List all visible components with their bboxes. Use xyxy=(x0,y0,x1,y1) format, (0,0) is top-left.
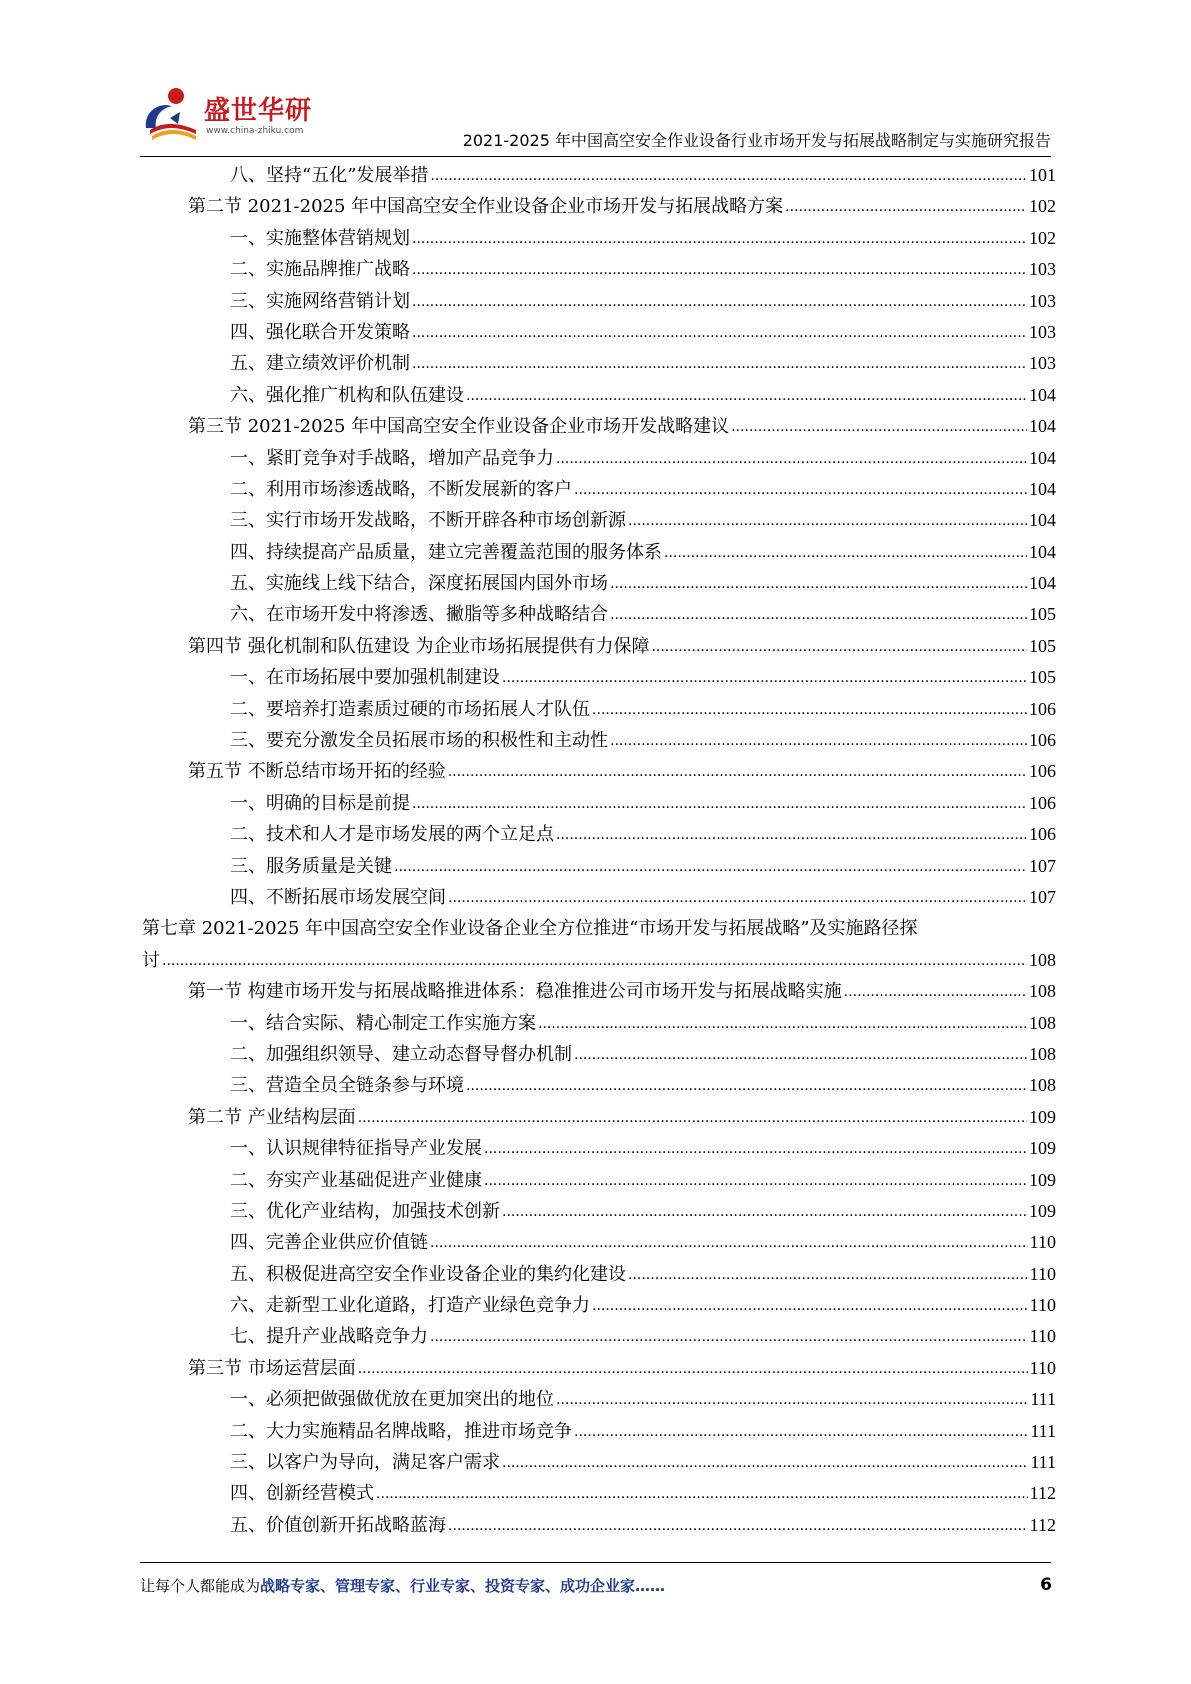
toc-dot-leader xyxy=(592,1289,1028,1322)
toc-entry-label: 第二节 产业结构层面 xyxy=(188,1102,356,1133)
toc-entry-page: 103 xyxy=(1029,321,1056,342)
toc-entry[interactable] xyxy=(142,160,1056,191)
toc-entry[interactable] xyxy=(142,348,1056,379)
toc-entry-page: 102 xyxy=(1029,196,1056,217)
toc-dot-leader xyxy=(412,316,1027,349)
toc-entry-label: 一、实施整体营销规划 xyxy=(230,223,410,254)
toc-entry-page: 111 xyxy=(1030,1452,1056,1473)
toc-entry-page: 108 xyxy=(1029,1075,1056,1096)
footer-slogan-roles: 战略专家、管理专家、行业专家、投资专家、成功企业家…… xyxy=(260,1577,666,1595)
toc-entry-label: 四、强化联合开发策略 xyxy=(230,317,410,348)
toc-entry-label: 五、建立绩效评价机制 xyxy=(230,348,410,379)
toc-entry-page: 112 xyxy=(1029,1514,1056,1535)
toc-entry-page: 102 xyxy=(1029,227,1056,248)
toc-entry[interactable] xyxy=(142,1478,1056,1509)
toc-entry-label: 一、在市场拓展中要加强机制建设 xyxy=(230,662,500,693)
toc-entry-label: 四、完善企业供应价值链 xyxy=(230,1227,428,1258)
toc-entry-label: 二、夯实产业基础促进产业健康 xyxy=(230,1165,482,1196)
toc-entry[interactable] xyxy=(142,631,1056,662)
toc-dot-leader xyxy=(502,1446,1028,1479)
toc-entry-label: 五、价值创新开拓战略蓝海 xyxy=(230,1510,446,1541)
toc-entry-label: 三、营造全员全链条参与环境 xyxy=(230,1070,464,1101)
toc-entry[interactable] xyxy=(142,1290,1056,1321)
toc-entry-label: 二、大力实施精品名牌战略，推进市场竞争 xyxy=(230,1416,572,1447)
toc-entry-chapter-7[interactable] xyxy=(142,913,1056,976)
toc-entry[interactable] xyxy=(142,1447,1056,1478)
toc-entry-label: 三、优化产业结构，加强技术创新 xyxy=(230,1196,500,1227)
toc-entry[interactable] xyxy=(142,882,1056,913)
toc-entry-page: 101 xyxy=(1029,165,1056,185)
toc-dot-leader xyxy=(430,159,1027,192)
toc-entry[interactable] xyxy=(142,505,1056,536)
toc-dot-leader xyxy=(502,661,1027,694)
toc-entry[interactable] xyxy=(142,1165,1056,1196)
toc-entry-label: 二、实施品牌推广战略 xyxy=(230,254,410,285)
toc-entry-label: 讨 xyxy=(142,945,160,976)
toc-dot-leader xyxy=(556,1383,1028,1416)
toc-entry-label: 七、提升产业战略竞争力 xyxy=(230,1321,428,1352)
toc-entry-label: 八、坚持“五化”发展举措 xyxy=(230,160,428,191)
toc-entry[interactable] xyxy=(142,662,1056,693)
toc-entry[interactable] xyxy=(142,317,1056,348)
toc-entry[interactable] xyxy=(142,1259,1056,1290)
toc-entry[interactable] xyxy=(142,756,1056,787)
header-divider xyxy=(140,156,1051,157)
toc-entry[interactable] xyxy=(142,1102,1056,1133)
toc-entry-label: 二、技术和人才是市场发展的两个立足点 xyxy=(230,819,554,850)
footer-divider xyxy=(140,1562,1051,1563)
toc-entry[interactable] xyxy=(142,851,1056,882)
toc-dot-leader xyxy=(651,630,1027,663)
toc-entry[interactable] xyxy=(142,568,1056,599)
toc-entry-page: 110 xyxy=(1029,1326,1056,1347)
table-of-contents xyxy=(142,160,1056,1541)
toc-entry-label: 一、必须把做强做优放在更加突出的地位 xyxy=(230,1384,554,1415)
logo-name: 盛世华研 xyxy=(204,96,313,126)
toc-entry-page: 103 xyxy=(1029,353,1056,374)
toc-dot-leader xyxy=(358,1352,1028,1385)
toc-dot-leader xyxy=(502,1195,1027,1228)
toc-entry-label: 二、利用市场渗透战略，不断发展新的客户 xyxy=(230,474,572,505)
toc-dot-leader xyxy=(430,1320,1028,1353)
toc-entry-label: 四、不断拓展市场发展空间 xyxy=(230,882,446,913)
toc-entry-page: 109 xyxy=(1029,1169,1056,1190)
toc-entry[interactable] xyxy=(142,1008,1056,1039)
toc-entry[interactable] xyxy=(142,1416,1056,1447)
toc-dot-leader xyxy=(556,442,1027,475)
toc-entry[interactable] xyxy=(142,223,1056,254)
toc-entry[interactable] xyxy=(142,725,1056,756)
toc-entry[interactable] xyxy=(142,474,1056,505)
toc-dot-leader xyxy=(610,724,1027,757)
toc-dot-leader xyxy=(592,693,1027,726)
toc-entry-label: 第五节 不断总结市场开拓的经验 xyxy=(188,756,446,787)
toc-entry-label: 二、加强组织领导、建立动态督导督办机制 xyxy=(230,1039,572,1070)
toc-entry-page: 104 xyxy=(1029,510,1056,531)
toc-entry-page: 103 xyxy=(1029,259,1056,280)
toc-entry-label: 四、创新经营模式 xyxy=(230,1478,374,1509)
toc-entry-label: 三、以客户为导向，满足客户需求 xyxy=(230,1447,500,1478)
toc-entry-page: 108 xyxy=(1029,981,1056,1002)
toc-entry-label: 一、紧盯竞争对手战略，增加产品竞争力 xyxy=(230,443,554,474)
toc-entry-page: 110 xyxy=(1029,1295,1056,1316)
toc-entry[interactable] xyxy=(142,819,1056,850)
toc-entry-label: 三、要充分激发全员拓展市场的积极性和主动性 xyxy=(230,725,608,756)
toc-entry-page: 105 xyxy=(1029,635,1056,656)
toc-dot-leader xyxy=(844,975,1027,1008)
toc-entry[interactable] xyxy=(142,1070,1056,1101)
toc-entry-label: 六、走新型工业化道路，打造产业绿色竞争力 xyxy=(230,1290,590,1321)
toc-dot-leader xyxy=(376,1477,1028,1510)
toc-entry-page: 105 xyxy=(1029,604,1056,625)
toc-entry-page: 107 xyxy=(1029,886,1056,907)
toc-dot-leader xyxy=(574,1038,1027,1071)
toc-entry[interactable] xyxy=(142,1510,1056,1541)
toc-dot-leader xyxy=(610,598,1027,631)
toc-entry[interactable] xyxy=(142,1227,1056,1258)
toc-section-a xyxy=(142,160,1056,913)
toc-entry-label: 第七章 2021-2025 年中国高空安全作业设备企业全方位推进“市场开发与拓展战略”及实施路径探 xyxy=(142,918,918,940)
logo-mark-icon xyxy=(140,82,200,146)
toc-entry-page: 106 xyxy=(1029,824,1056,845)
toc-entry-label: 六、强化推广机构和队伍建设 xyxy=(230,380,464,411)
toc-dot-leader xyxy=(628,504,1027,537)
page-footer xyxy=(140,1575,1052,1605)
toc-entry-label: 二、要培养打造素质过硬的市场拓展人才队伍 xyxy=(230,694,590,725)
toc-entry[interactable] xyxy=(142,1039,1056,1070)
toc-entry-page: 107 xyxy=(1029,855,1056,876)
toc-dot-leader xyxy=(538,1007,1027,1040)
report-title: 2021-2025 年中国高空安全作业设备行业市场开发与拓展战略制定与实施研究报告 xyxy=(462,131,1051,150)
toc-entry-page: 104 xyxy=(1029,573,1056,594)
toc-dot-leader xyxy=(484,1164,1027,1197)
toc-dot-leader xyxy=(664,536,1027,569)
page-header xyxy=(0,0,1191,160)
toc-entry[interactable] xyxy=(142,443,1056,474)
toc-entry[interactable] xyxy=(142,1384,1056,1415)
toc-entry[interactable] xyxy=(142,191,1056,222)
toc-entry-page: 112 xyxy=(1029,1483,1056,1504)
toc-entry-page: 109 xyxy=(1029,1106,1056,1127)
toc-dot-leader xyxy=(628,1258,1028,1291)
toc-entry[interactable] xyxy=(142,694,1056,725)
toc-entry-label: 五、积极促进高空安全作业设备企业的集约化建设 xyxy=(230,1259,626,1290)
toc-entry-label: 三、实行市场开发战略，不断开辟各种市场创新源 xyxy=(230,505,626,536)
toc-entry-page: 106 xyxy=(1029,730,1056,751)
footer-slogan-prefix: 让每个人都能成为 xyxy=(140,1577,261,1595)
toc-entry[interactable] xyxy=(142,1133,1056,1164)
toc-dot-leader xyxy=(466,379,1027,412)
toc-dot-leader xyxy=(466,1069,1027,1102)
toc-entry-page: 104 xyxy=(1029,447,1056,468)
toc-dot-leader xyxy=(484,1132,1027,1165)
toc-entry[interactable] xyxy=(142,788,1056,819)
toc-entry-page: 104 xyxy=(1029,478,1056,499)
toc-dot-leader xyxy=(412,222,1027,255)
toc-entry-page: 111 xyxy=(1030,1420,1056,1441)
toc-entry-page: 108 xyxy=(1029,1043,1056,1064)
toc-dot-leader xyxy=(574,1415,1028,1448)
toc-entry-label: 第一节 构建市场开发与拓展战略推进体系：稳准推进公司市场开发与拓展战略实施 xyxy=(188,976,842,1007)
toc-entry[interactable] xyxy=(142,976,1056,1007)
toc-entry[interactable] xyxy=(142,286,1056,317)
toc-section-b xyxy=(142,976,1056,1541)
toc-entry-page: 106 xyxy=(1029,761,1056,782)
toc-entry-label: 第三节 市场运营层面 xyxy=(188,1353,356,1384)
toc-entry-label: 第四节 强化机制和队伍建设 为企业市场拓展提供有力保障 xyxy=(188,631,649,662)
toc-entry-label: 五、实施线上线下结合，深度拓展国内国外市场 xyxy=(230,568,608,599)
toc-entry-page: 103 xyxy=(1029,290,1056,311)
toc-dot-leader xyxy=(430,1226,1028,1259)
toc-entry[interactable] xyxy=(142,411,1056,442)
toc-entry-label: 一、结合实际、精心制定工作实施方案 xyxy=(230,1008,536,1039)
toc-entry-label: 三、服务质量是关键 xyxy=(230,851,392,882)
toc-dot-leader xyxy=(610,567,1027,600)
toc-entry[interactable] xyxy=(142,380,1056,411)
toc-dot-leader xyxy=(394,850,1027,883)
toc-entry-page: 104 xyxy=(1029,384,1056,405)
toc-entry[interactable] xyxy=(142,537,1056,568)
toc-dot-leader xyxy=(731,410,1027,443)
toc-dot-leader xyxy=(412,253,1027,286)
toc-dot-leader xyxy=(412,347,1027,380)
toc-entry-page: 110 xyxy=(1029,1357,1056,1378)
toc-entry-page: 108 xyxy=(1029,949,1056,970)
toc-entry-page: 108 xyxy=(1029,1012,1056,1033)
toc-entry-page: 111 xyxy=(1030,1389,1056,1410)
toc-dot-leader xyxy=(448,881,1027,914)
toc-dot-leader xyxy=(556,818,1027,851)
toc-entry-page: 106 xyxy=(1029,792,1056,813)
toc-dot-leader xyxy=(162,944,1027,977)
toc-entry[interactable] xyxy=(142,1196,1056,1227)
toc-dot-leader xyxy=(412,787,1027,820)
toc-dot-leader xyxy=(785,190,1027,223)
toc-entry-label: 六、在市场开发中将渗透、撇脂等多种战略结合 xyxy=(230,599,608,630)
toc-entry-label: 一、认识规律特征指导产业发展 xyxy=(230,1133,482,1164)
page-number: 6 xyxy=(1040,1575,1052,1595)
toc-entry-page: 109 xyxy=(1029,1200,1056,1221)
toc-entry-page: 110 xyxy=(1029,1232,1056,1253)
toc-entry[interactable] xyxy=(142,1321,1056,1352)
toc-dot-leader xyxy=(358,1101,1027,1134)
company-logo xyxy=(140,82,313,146)
toc-dot-leader xyxy=(412,285,1027,318)
logo-url: www.china-zhiku.com xyxy=(206,126,304,136)
toc-dot-leader xyxy=(574,473,1027,506)
toc-entry[interactable] xyxy=(142,254,1056,285)
toc-entry-label: 第二节 2021-2025 年中国高空安全作业设备企业市场开发与拓展战略方案 xyxy=(188,191,783,222)
toc-entry-page: 106 xyxy=(1029,698,1056,719)
toc-entry[interactable] xyxy=(142,599,1056,630)
toc-entry-page: 104 xyxy=(1029,416,1056,437)
toc-entry-page: 104 xyxy=(1029,541,1056,562)
toc-entry-label: 四、持续提高产品质量，建立完善覆盖范围的服务体系 xyxy=(230,537,662,568)
toc-entry[interactable] xyxy=(142,1353,1056,1384)
toc-entry-label: 三、实施网络营销计划 xyxy=(230,286,410,317)
toc-dot-leader xyxy=(448,1509,1028,1542)
toc-entry-page: 105 xyxy=(1029,667,1056,688)
toc-entry-label: 一、明确的目标是前提 xyxy=(230,788,410,819)
toc-entry-page: 109 xyxy=(1029,1138,1056,1159)
toc-entry-label: 第三节 2021-2025 年中国高空安全作业设备企业市场开发战略建议 xyxy=(188,411,729,442)
toc-entry-page: 110 xyxy=(1029,1263,1056,1284)
toc-dot-leader xyxy=(448,755,1027,788)
